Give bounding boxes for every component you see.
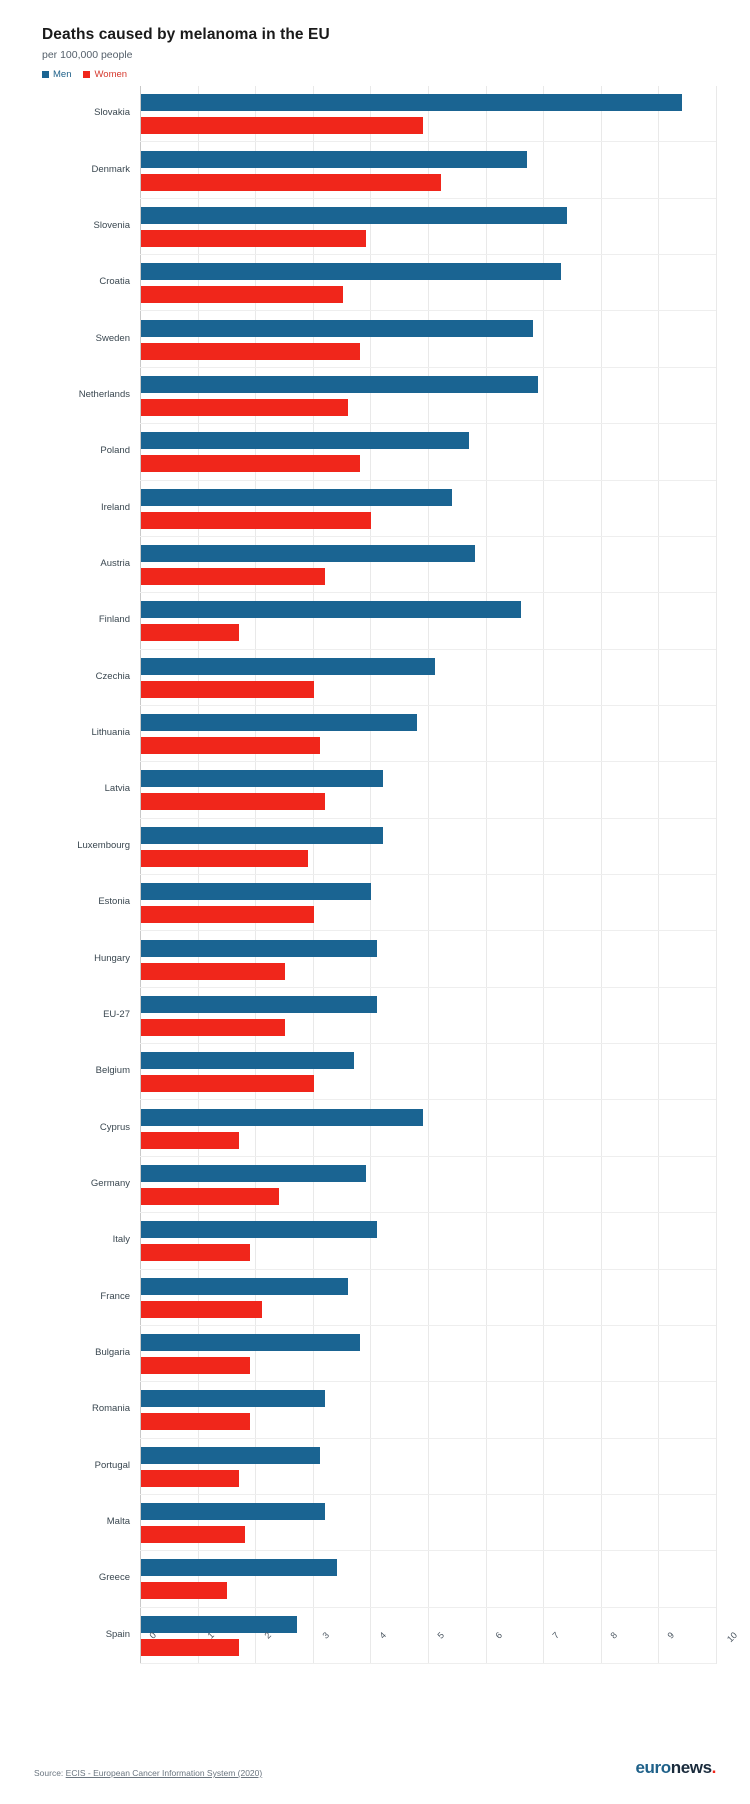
category-label: Croatia — [99, 276, 130, 288]
bar-men[interactable] — [141, 376, 538, 393]
x-tick-label: 9 — [665, 1630, 677, 1641]
source-link[interactable]: ECIS - European Cancer Information System (2020) — [65, 1768, 263, 1778]
bar-men[interactable] — [141, 1334, 360, 1351]
x-tick-label: 8 — [608, 1630, 619, 1641]
row-separator — [140, 1099, 716, 1100]
bar-men[interactable] — [141, 883, 371, 900]
bar-women[interactable] — [141, 1357, 250, 1374]
bar-women[interactable] — [141, 1470, 239, 1487]
bar-women[interactable] — [141, 963, 285, 980]
category-label: Slovenia — [93, 219, 130, 231]
plot — [34, 86, 716, 1664]
bar-women[interactable] — [141, 906, 314, 923]
bar-men[interactable] — [141, 996, 377, 1013]
gridline-7 — [543, 86, 544, 1664]
category-label: Germany — [90, 1177, 130, 1189]
bar-men[interactable] — [141, 489, 452, 506]
bar-men[interactable] — [141, 1559, 337, 1576]
bar-men[interactable] — [141, 545, 475, 562]
logo-news: news — [670, 1758, 712, 1777]
chart-title: Deaths caused by melanoma in the EU — [42, 26, 330, 43]
row-separator — [140, 1212, 716, 1213]
bar-women[interactable] — [141, 286, 343, 303]
bar-women[interactable] — [141, 174, 441, 191]
category-label: Malta — [106, 1516, 130, 1528]
bar-women[interactable] — [141, 1132, 239, 1149]
bar-men[interactable] — [141, 1109, 423, 1126]
bar-men[interactable] — [141, 151, 527, 168]
bar-men[interactable] — [141, 1390, 325, 1407]
category-label: Belgium — [95, 1065, 130, 1077]
category-label: Luxembourg — [77, 839, 130, 851]
bars-region — [140, 86, 716, 1664]
bar-women[interactable] — [141, 681, 314, 698]
category-label: Finland — [98, 614, 130, 626]
bar-women[interactable] — [141, 343, 360, 360]
row-separator — [140, 1269, 716, 1270]
bar-women[interactable] — [141, 399, 348, 416]
row-separator — [140, 1043, 716, 1044]
category-label: France — [100, 1290, 130, 1302]
row-separator — [140, 1438, 716, 1439]
category-label: Slovakia — [94, 107, 130, 119]
bar-men[interactable] — [141, 601, 521, 618]
category-label: Romania — [91, 1403, 130, 1415]
bar-men[interactable] — [141, 940, 377, 957]
row-separator — [140, 141, 716, 142]
category-label: Czechia — [95, 670, 130, 682]
row-separator — [140, 1550, 716, 1551]
category-label: Estonia — [98, 896, 130, 908]
row-separator — [140, 987, 716, 988]
source-note — [34, 1768, 262, 1778]
bar-men[interactable] — [141, 320, 533, 337]
category-label: Greece — [98, 1572, 130, 1584]
category-label: Italy — [112, 1234, 130, 1246]
legend-item-men[interactable] — [42, 69, 71, 80]
x-tick-label: 10 — [724, 1630, 740, 1645]
bar-women[interactable] — [141, 230, 366, 247]
row-separator — [140, 198, 716, 199]
row-separator — [140, 254, 716, 255]
euronews-logo — [636, 1758, 717, 1778]
bar-men[interactable] — [141, 714, 417, 731]
bar-men[interactable] — [141, 1447, 320, 1464]
row-separator — [140, 423, 716, 424]
bar-women[interactable] — [141, 568, 325, 585]
bar-women[interactable] — [141, 1413, 250, 1430]
category-label: Portugal — [94, 1459, 130, 1471]
row-separator — [140, 536, 716, 537]
bar-women[interactable] — [141, 1244, 250, 1261]
chart-subtitle: per 100,000 people — [42, 49, 133, 61]
category-label: EU-27 — [103, 1008, 130, 1020]
x-tick-label: 6 — [493, 1630, 504, 1641]
bar-men[interactable] — [141, 1278, 348, 1295]
category-label: Latvia — [104, 783, 130, 795]
category-label: Netherlands — [78, 388, 130, 400]
gridline-8 — [601, 86, 602, 1664]
bar-women[interactable] — [141, 1188, 279, 1205]
row-separator — [140, 1381, 716, 1382]
bar-men[interactable] — [141, 432, 469, 449]
row-separator — [140, 480, 716, 481]
category-label: Spain — [105, 1628, 130, 1640]
category-label: Lithuania — [91, 727, 130, 739]
row-separator — [140, 1325, 716, 1326]
category-label: Bulgaria — [95, 1347, 130, 1359]
bar-women[interactable] — [141, 793, 325, 810]
bar-men[interactable] — [141, 263, 561, 280]
row-separator — [140, 592, 716, 593]
bar-men[interactable] — [141, 94, 682, 111]
category-label: Austria — [100, 558, 130, 570]
bar-men[interactable] — [141, 770, 383, 787]
category-label: Sweden — [95, 332, 130, 344]
category-label: Ireland — [100, 501, 130, 513]
bar-men[interactable] — [141, 1165, 366, 1182]
row-separator — [140, 310, 716, 311]
logo-dot: . — [711, 1758, 716, 1777]
row-separator — [140, 705, 716, 706]
gridline-9 — [658, 86, 659, 1664]
x-tick-label: 0 — [147, 1630, 159, 1641]
legend-swatch-men — [42, 71, 49, 78]
bar-men[interactable] — [141, 207, 567, 224]
bar-women[interactable] — [141, 850, 308, 867]
x-tick-label: 3 — [320, 1630, 331, 1641]
bar-men[interactable] — [141, 1503, 325, 1520]
logo-euro: euro — [635, 1758, 671, 1777]
bar-women[interactable] — [141, 624, 239, 641]
chart-legend — [42, 69, 716, 80]
bar-women[interactable] — [141, 512, 371, 529]
legend-swatch-women — [83, 71, 90, 78]
row-separator — [140, 649, 716, 650]
category-label: Poland — [100, 445, 130, 457]
bar-women[interactable] — [141, 1019, 285, 1036]
legend-item-women[interactable] — [83, 69, 127, 80]
row-separator — [140, 367, 716, 368]
plot-area — [34, 86, 740, 1664]
category-label: Denmark — [91, 163, 130, 175]
x-tick-label: 4 — [377, 1630, 389, 1641]
x-tick-label: 1 — [205, 1630, 216, 1641]
category-labels — [34, 86, 140, 1664]
bar-men[interactable] — [141, 1221, 377, 1238]
bar-women[interactable] — [141, 1301, 262, 1318]
bar-men[interactable] — [141, 827, 383, 844]
row-separator — [140, 818, 716, 819]
row-separator — [140, 1494, 716, 1495]
category-label: Hungary — [94, 952, 130, 964]
row-separator — [140, 1607, 716, 1608]
bar-women[interactable] — [141, 1582, 227, 1599]
row-separator — [140, 761, 716, 762]
row-separator — [140, 874, 716, 875]
bar-women[interactable] — [141, 1075, 314, 1092]
row-separator — [140, 1156, 716, 1157]
bar-women[interactable] — [141, 737, 320, 754]
legend-label-women: Women — [94, 69, 128, 80]
bar-women[interactable] — [141, 1526, 245, 1543]
category-label: Cyprus — [99, 1121, 130, 1133]
x-tick-label: 7 — [550, 1630, 562, 1641]
x-tick-label: 5 — [435, 1630, 447, 1641]
x-axis — [140, 1626, 740, 1666]
bar-women[interactable] — [141, 455, 360, 472]
bar-men[interactable] — [141, 1052, 354, 1069]
legend-label-men: Men — [53, 69, 72, 80]
gridline-10 — [716, 86, 717, 1664]
x-tick-label: 2 — [262, 1630, 274, 1641]
chart-footer — [34, 1758, 716, 1778]
row-separator — [140, 930, 716, 931]
bar-men[interactable] — [141, 658, 435, 675]
source-prefix: Source: — [34, 1768, 64, 1778]
bar-women[interactable] — [141, 117, 423, 134]
